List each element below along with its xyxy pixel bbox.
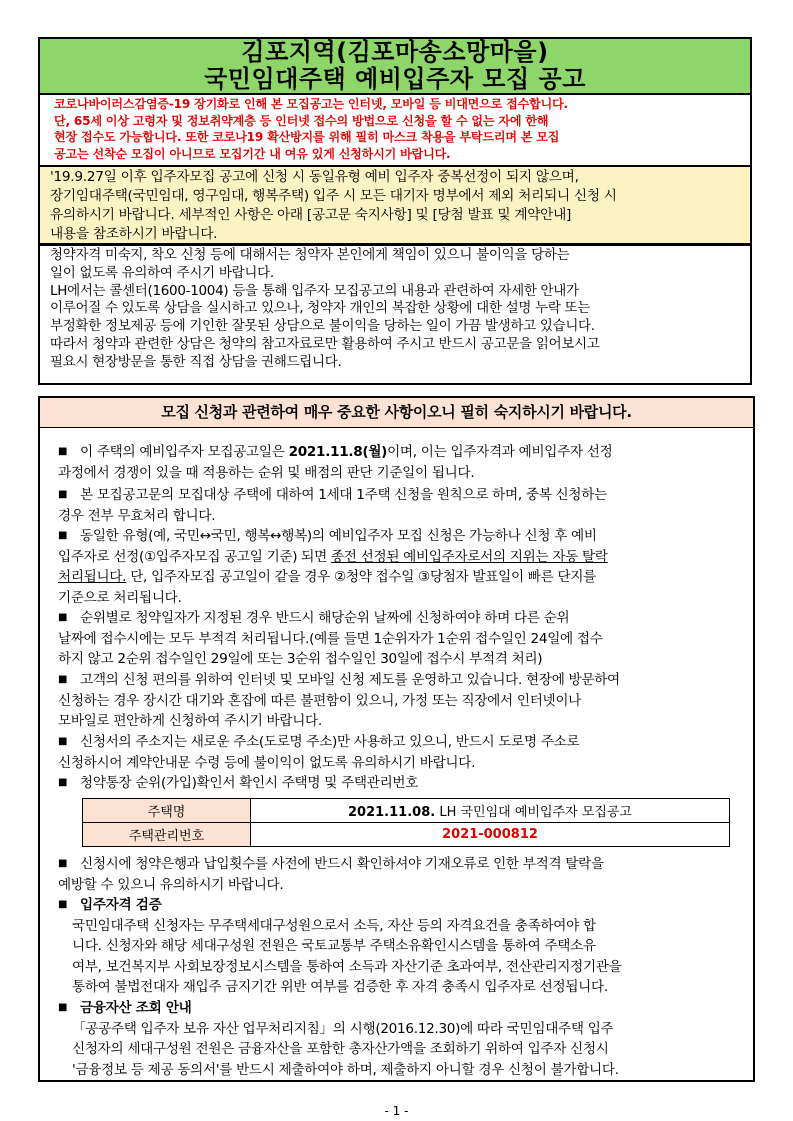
housing-name-label: 주택명 [83,799,251,823]
covid-notice-line: 코로나바이러스감염증-19 장기화로 인해 본 모집공고는 인터넷, 모바일 등 비대면으로 접수합니다. [54,97,568,111]
bullet-icon: ■ [58,1002,68,1013]
duplicate-notice-line: 내용을 참조하시기 바랍니다. [50,226,218,242]
bullet-same-type-application: ■ 동일한 유형(예, 국민↔국민, 행복↔행복)의 예비입주자 모집 신청은 가능하나 신청 후 예비 입주자로 선정(①입주자모집 공고일 기준) 되면 종전 선정된 예비입주자로서의 지위는 자동 탈락 처리됩니다. 단, 입주자모집 공고일이 같을 경우 ②청약 접수일 ③당첨자 발표일이 빠른 단지를 기준으로 처리됩니다. [58,528,608,606]
bullet-icon: ■ [58,899,68,910]
table-row [83,823,730,847]
important-notes-section [38,396,755,1082]
housing-info-table [82,798,730,847]
bullet-icon: ■ [58,612,68,623]
bullet-one-household-one-house: ■ 본 모집공고문의 모집대상 주택에 대하여 1세대 1주택 신청을 원칙으로 하며, 중복 신청하는 경우 전부 무효처리 합니다. [58,487,607,524]
housing-id-label: 주택관리번호 [83,823,251,847]
bullet-icon: ■ [58,858,68,869]
info-line: 청약자격 미숙지, 착오 신청 등에 대해서는 청약자 본인에게 책임이 있으니 불이익을 당하는 [50,247,570,263]
table-row [83,799,730,823]
bullet-financial-asset: ■ 금융자산 조회 안내 「공공주택 입주자 보유 자산 업무처리지침」의 시행(2016.12.30)에 따라 국민임대주택 입주 신청자의 세대구성원 전원은 금융자산을 포함한 총자산가액을 조회하기 위하여 입주자 신청시 '금융정보 등 제공 동의서'를 반드시 제출하여야 하며, 제출하지 아니할 경우 신청이 불가합니다. [58,998,749,1080]
info-line: 일이 없도록 유의하여 주시기 바랍니다. [50,264,274,281]
info-line: 부정확한 정보제공 등에 기인한 잘못된 상담으로 불이익을 당하는 일이 가끔 발생하고 있습니다. [50,318,595,335]
covid-notice-line: 현장 접수도 가능합니다. 또한 코로나19 확산방지를 위해 필히 마스크 착용을 부탁드리며 본 모집 [54,130,560,144]
important-notice-header: 모집 신청과 관련하여 매우 중요한 사항이오니 필히 숙지하시기 바랍니다. [40,398,753,428]
bullet-icon: ■ [58,674,68,685]
covid-notice-line: 공고는 선착순 모집이 아니므로 모집기간 내 여유 있게 신청하시기 바랍니다. [54,146,451,161]
announcement-date: 2021.11.8(월) [288,444,388,460]
bullet-road-address: ■ 신청서의 주소지는 새로운 주소(도로명 주소)만 사용하고 있으니, 반드시 도로명 주소로 신청하시어 계약안내문 수령 등에 불이익이 없도록 유의하시기 바랍니다. [58,734,580,771]
eligibility-title: 입주자격 검증 [80,897,162,913]
bullet-online-application: ■ 고객의 신청 편의를 위하여 인터넷 및 모바일 신청 제도를 운영하고 있습니다. 현장에 방문하여 신청하는 경우 장시간 대기와 혼잡에 따른 불편함이 있으니, 가정 또는 직장에서 인터넷이나 모바일로 편안하게 신청하여 주시기 바랍니다. [58,672,620,729]
bullet-icon: ■ [58,530,68,541]
info-line: 이루어질 수 있도록 상담을 실시하고 있으나, 청약자 개인의 복잡한 상황에 대한 설명 누락 또는 [50,300,591,317]
duplicate-notice-line: 유의하시기 바랍니다. 세부적인 사항은 아래 [공고문 숙지사항] 및 [당첨 발표 및 계약안내] [50,207,572,223]
bullet-icon: ■ [58,489,68,500]
title-line-2: 국민임대주택 예비입주자 모집 공고 [204,65,586,93]
duplicate-notice-line: '19.9.27일 이후 입주자모집 공고에 신청 시 동일유형 예비 입주자 중복선정이 되지 않으며, [50,169,579,185]
info-line: 필요시 현장방문을 통한 직접 상담을 권해드립니다. [50,353,342,370]
duplicate-selection-notice [38,165,752,245]
info-line: LH에서는 콜센터(1600-1004) 등을 통해 입주자 모집공고의 내용과 관련하여 자세한 안내가 [50,282,579,299]
housing-name-value: 2021.11.08. LH 국민임대 예비입주자 모집공고 [251,799,730,823]
bullet-icon: ■ [58,777,68,788]
bullet-eligibility-verification: ■ 입주자격 검증 국민임대주택 신청자는 무주택세대구성원으로서 소득, 자산 등의 자격요건을 충족하여야 합 니다. 신청자와 해당 세대구성원 전원은 국토교통부 주택소유확인시스템을 통하여 주택소유 여부, 보건복지부 사회보장정보시스템을 통하여 소득과 자산기준 초과여부, 전산관리지정기관을 통하여 불법전대자 재입주 금지기간 위반 여부를 검증한 후 자격 충족시 입주자로 선정됩니다. [58,895,749,998]
bullet-icon: ■ [58,736,68,747]
bullet-bank-verification: ■ 신청시에 청약은행과 납입횟수를 사전에 반드시 확인하셔야 기재오류로 인한 부적격 탈락을 예방할 수 있으니 유의하시기 바랍니다. [58,856,604,893]
housing-id-value: 2021-000812 [251,823,730,847]
info-line: 따라서 청약과 관련한 상담은 청약의 참고자료로만 활용하여 주시고 반드시 공고문을 읽어보시고 [50,335,600,352]
covid-notice-line: 단, 65세 이상 고령자 및 정보취약계층 등 인터넷 접수의 방법으로 신청을 할 수 없는 자에 한해 [54,113,549,128]
bullet-priority-dates: ■ 순위별로 청약일자가 지정된 경우 반드시 해당순위 날짜에 신청하여야 하며 다른 순위 날짜에 접수시에는 모두 부적격 처리됩니다.(예를 들면 1순위자가 1순위 접수일인 24일에 접수 하지 않고 2순위 접수일인 29일에 또는 3순위 접수일인 30일에 접수시 부적격 처리) [58,610,603,667]
consultation-info [38,245,752,385]
financial-asset-title: 금융자산 조회 안내 [80,1000,192,1016]
covid-notice [38,95,752,165]
title-line-1: 김포지역(김포마송소망마을) [241,38,549,66]
duplicate-notice-line: 장기임대주택(국민임대, 영구임대, 행복주택) 입주 시 모든 대기자 명부에서 제외 처리되니 신청 시 [50,188,617,204]
title-box [38,37,752,95]
bullet-announcement-date: ■ 이 주택의 예비입주자 모집공고일은 2021.11.8(월)이며, 이는 입주자격과 예비입주자 선정 과정에서 경쟁이 있을 때 적용하는 순위 및 배점의 판단 기준일이 됩니다. [58,444,613,481]
page-number: - 1 - [384,1104,409,1118]
bullet-icon: ■ [58,446,68,457]
bullet-subscription-account: ■ 청약통장 순위(가입)확인서 확인시 주택명 및 주택관리번호 [58,773,749,794]
